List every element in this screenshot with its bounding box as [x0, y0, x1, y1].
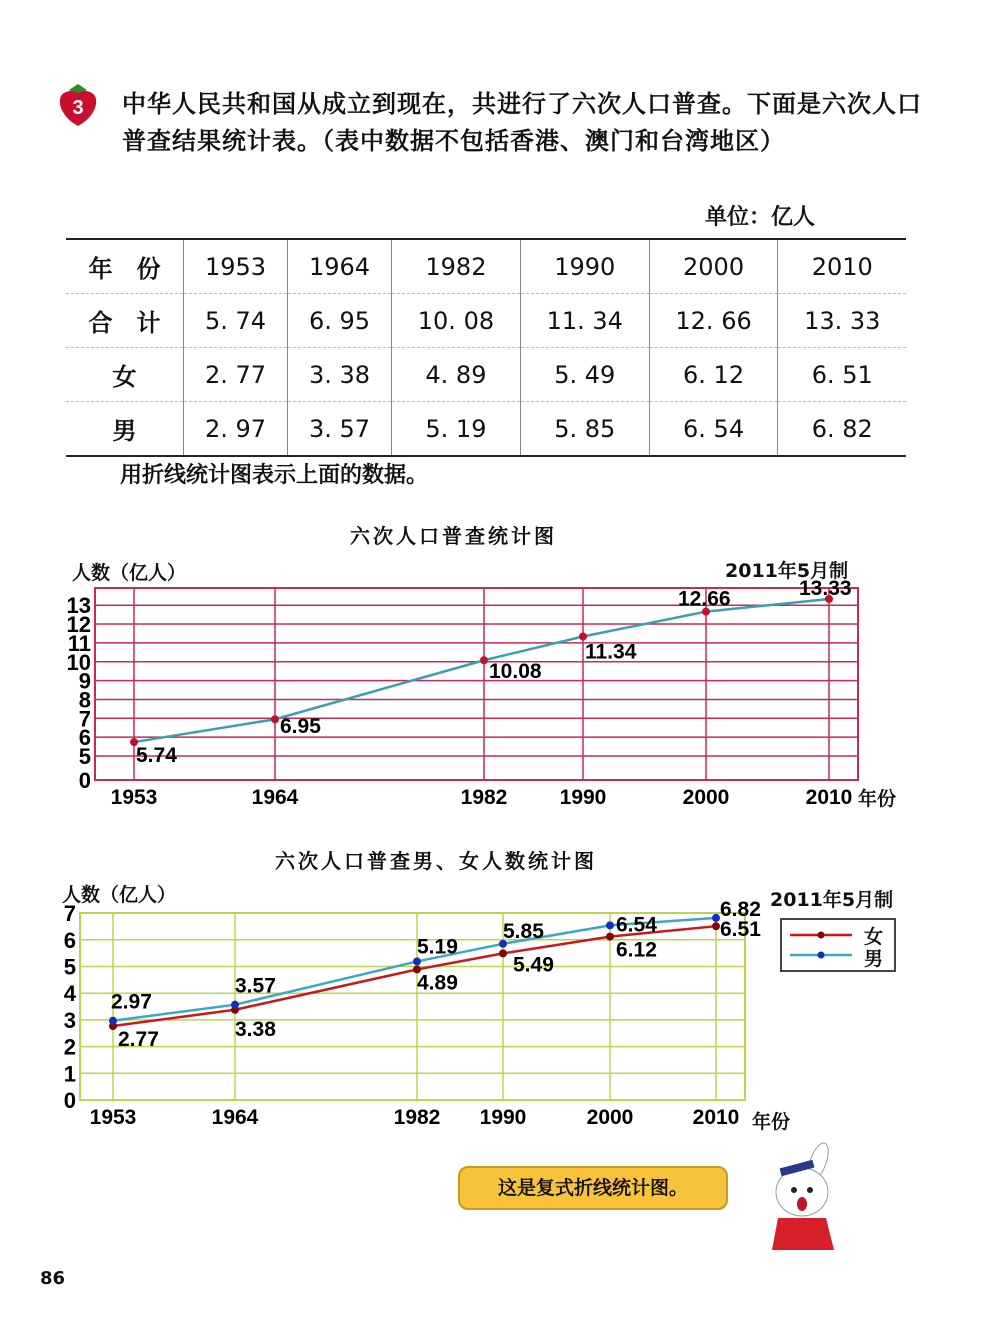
data-label: 11.34 — [585, 640, 637, 664]
row-header: 合 计 — [66, 294, 184, 348]
table-cell: 2. 77 — [184, 348, 288, 402]
x-tick-label: 1964 — [251, 786, 299, 809]
problem-text: 中华人民共和国从成立到现在，共进行了六次人口普查。下面是六次人口普查结果统计表。（表中数据不包括香港、澳门和台湾地区） — [122, 90, 922, 155]
table-cell: 1990 — [520, 239, 649, 294]
data-label: 5.19 — [417, 935, 458, 959]
data-point — [712, 914, 720, 922]
data-point — [712, 922, 720, 930]
data-label: 5.49 — [513, 953, 554, 977]
table-cell: 6. 82 — [778, 402, 906, 457]
table-cell: 6. 95 — [288, 294, 392, 348]
problem-number: 3 — [72, 97, 84, 119]
x-tick-label: 1990 — [479, 1106, 527, 1129]
y-tick-label: 3 — [63, 1007, 76, 1033]
row-header: 女 — [66, 348, 184, 402]
y-tick-label: 12 — [66, 612, 91, 638]
x-tick-label: 2010 — [805, 786, 853, 809]
data-label: 4.89 — [417, 971, 458, 995]
y-tick-label: 0 — [63, 1088, 76, 1113]
y-tick-label: 1 — [63, 1061, 76, 1087]
table-cell: 2000 — [649, 239, 778, 294]
page-number: 86 — [40, 1268, 66, 1289]
data-label: 13.33 — [799, 576, 852, 600]
y-tick-label: 5 — [78, 744, 91, 769]
chart1-note: 2011年5月制 — [725, 560, 849, 582]
y-tick-label: 4 — [63, 981, 76, 1007]
table-cell: 3. 38 — [288, 348, 392, 402]
x-tick-label: 1953 — [89, 1106, 137, 1129]
data-label: 6.54 — [616, 913, 657, 937]
x-tick-label: 2000 — [682, 786, 730, 809]
table-cell: 2010 — [778, 239, 906, 294]
x-tick-label: 2010 — [692, 1106, 740, 1129]
table-cell: 10. 08 — [392, 294, 521, 348]
data-point — [413, 957, 421, 965]
x-tick-label: 1964 — [211, 1106, 259, 1129]
table-cell: 1953 — [184, 239, 288, 294]
data-label: 10.08 — [489, 660, 542, 684]
table-cell: 6. 12 — [649, 348, 778, 402]
y-tick-label: 2 — [63, 1034, 76, 1060]
table-cell: 11. 34 — [520, 294, 649, 348]
data-label: 2.97 — [111, 990, 152, 1014]
table-cell: 3. 57 — [288, 402, 392, 457]
data-label: 6.82 — [720, 897, 761, 921]
table-cell: 5. 74 — [184, 294, 288, 348]
instruction: 用折线统计图表示上面的数据。 — [120, 463, 429, 488]
table-cell: 13. 33 — [778, 294, 906, 348]
data-label: 5.85 — [503, 919, 544, 943]
table-cell: 12. 66 — [649, 294, 778, 348]
data-label: 6.51 — [720, 918, 761, 942]
rabbit-mascot-icon — [760, 1140, 850, 1255]
data-point — [606, 921, 614, 929]
table-cell: 6. 54 — [649, 402, 778, 457]
table-cell: 1964 — [288, 239, 392, 294]
chart1-ylabel: 人数（亿人） — [72, 562, 187, 584]
y-tick-label: 10 — [66, 649, 91, 675]
y-tick-label: 11 — [67, 630, 91, 656]
chart2-xlabel: 年份 — [752, 1111, 791, 1133]
data-point — [231, 1001, 239, 1009]
x-tick-label: 1982 — [460, 786, 508, 809]
chart2-legend — [780, 918, 896, 972]
chart1-xlabel: 年份 — [858, 788, 897, 810]
x-tick-label: 2000 — [586, 1106, 634, 1129]
chart2-ylabel: 人数（亿人） — [62, 884, 177, 906]
data-point — [109, 1017, 117, 1025]
row-header: 年 份 — [66, 239, 184, 294]
data-label: 2.77 — [118, 1028, 159, 1052]
y-tick-label: 7 — [78, 706, 91, 732]
y-tick-label: 7 — [63, 901, 76, 927]
row-header: 男 — [66, 402, 184, 457]
data-label: 6.95 — [280, 715, 321, 739]
chart1-title: 六次人口普查统计图 — [350, 524, 557, 548]
data-label: 3.57 — [235, 974, 276, 998]
data-label: 3.38 — [235, 1017, 276, 1041]
y-tick-label: 6 — [63, 927, 76, 953]
legend-female: 女 — [864, 926, 884, 948]
y-tick-label: 6 — [78, 725, 91, 751]
table-cell: 5. 85 — [520, 402, 649, 457]
y-tick-label: 8 — [78, 687, 91, 713]
y-tick-label: 9 — [78, 668, 91, 694]
table-cell: 1982 — [392, 239, 521, 294]
data-label: 12.66 — [678, 587, 731, 611]
table-cell: 4. 89 — [392, 348, 521, 402]
data-point — [499, 949, 507, 957]
table-cell: 5. 19 — [392, 402, 521, 457]
data-label: 6.12 — [616, 938, 657, 962]
x-tick-label: 1982 — [393, 1106, 441, 1129]
legend-swatches — [786, 920, 856, 970]
unit-label: 单位：亿人 — [705, 205, 816, 230]
y-tick-label: 13 — [66, 593, 91, 619]
chart2-title: 六次人口普查男、女人数统计图 — [275, 849, 597, 873]
table-cell: 5. 49 — [520, 348, 649, 402]
y-tick-label: 5 — [63, 954, 76, 980]
table-cell: 2. 97 — [184, 402, 288, 457]
table-cell: 6. 51 — [778, 348, 906, 402]
data-label: 5.74 — [136, 744, 177, 768]
speech-bubble: 这是复式折线统计图。 — [458, 1166, 728, 1210]
legend-male: 男 — [864, 948, 884, 970]
x-tick-label: 1990 — [559, 786, 607, 809]
chart2-note: 2011年5月制 — [770, 889, 894, 911]
y-tick-label: 0 — [78, 768, 91, 793]
x-tick-label: 1953 — [110, 786, 158, 809]
data-point — [606, 933, 614, 941]
